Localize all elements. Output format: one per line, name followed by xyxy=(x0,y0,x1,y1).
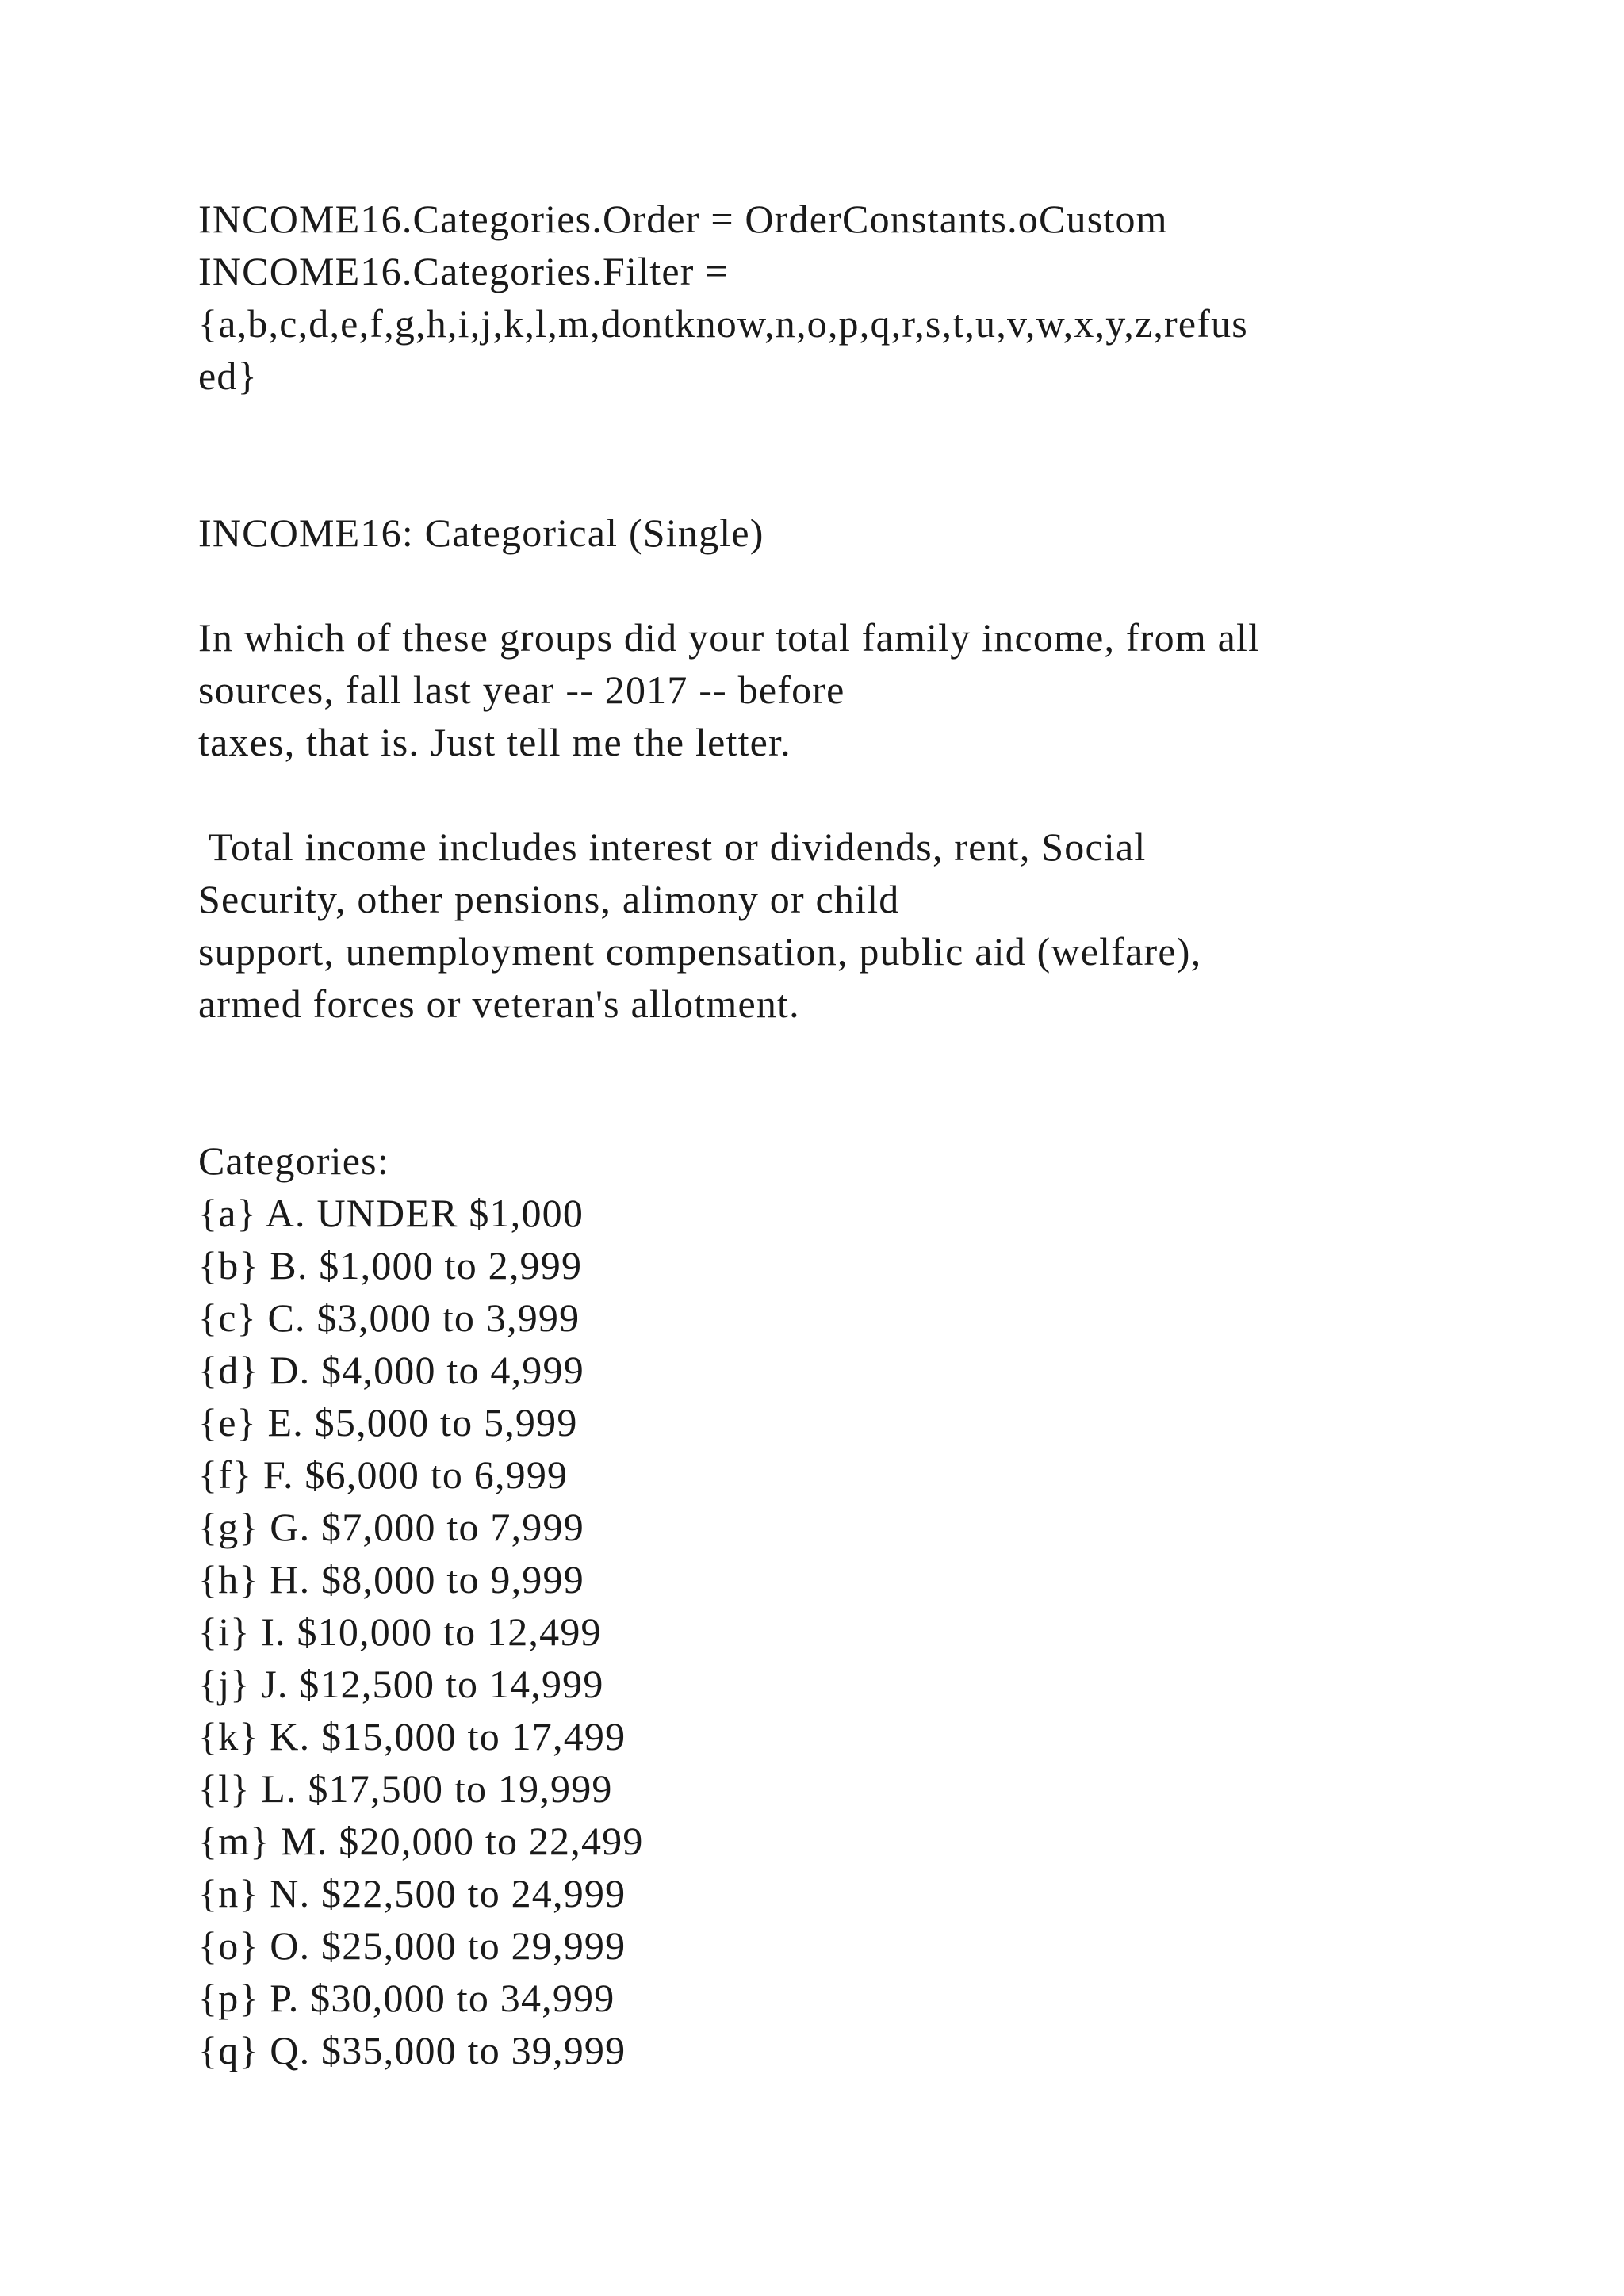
question-note-line: Total income includes interest or dividends, rent, Social xyxy=(198,825,1147,869)
question-prompt-line: taxes, that is. Just tell me the letter. xyxy=(198,720,791,764)
category-item: {m} M. $20,000 to 22,499 xyxy=(198,1819,644,1863)
document-page xyxy=(198,193,1435,2076)
category-item: {o} O. $25,000 to 29,999 xyxy=(198,1923,626,1968)
code-line: ed} xyxy=(198,354,258,398)
category-item: {i} I. $10,000 to 12,499 xyxy=(198,1609,602,1654)
question-prompt-line: sources, fall last year -- 2017 -- before xyxy=(198,668,845,712)
category-item: {g} G. $7,000 to 7,999 xyxy=(198,1505,584,1549)
code-line: INCOME16.Categories.Filter = xyxy=(198,249,729,293)
category-item: {q} Q. $35,000 to 39,999 xyxy=(198,2028,626,2072)
spacer xyxy=(198,402,1435,507)
category-item: {c} C. $3,000 to 3,999 xyxy=(198,1295,580,1340)
question-heading: INCOME16: Categorical (Single) xyxy=(198,511,764,555)
spacer xyxy=(198,1030,1435,1135)
question-note-line: armed forces or veteran's allotment. xyxy=(198,982,800,1026)
category-item: {p} P. $30,000 to 34,999 xyxy=(198,1976,615,2020)
categories-label: Categories: xyxy=(198,1138,389,1183)
code-line: INCOME16.Categories.Order = OrderConstants.oCustom xyxy=(198,197,1168,241)
category-item: {j} J. $12,500 to 14,999 xyxy=(198,1662,604,1706)
question-note-line: Security, other pensions, alimony or child xyxy=(198,877,900,921)
code-line: {a,b,c,d,e,f,g,h,i,j,k,l,m,dontknow,n,o,p,q,r,s,t,u,v,w,x,y,z,refus xyxy=(198,301,1248,346)
category-item: {a} A. UNDER $1,000 xyxy=(198,1191,584,1235)
question-note-line: support, unemployment compensation, public aid (welfare), xyxy=(198,929,1202,974)
category-item: {d} D. $4,000 to 4,999 xyxy=(198,1348,584,1392)
category-item: {n} N. $22,500 to 24,999 xyxy=(198,1871,626,1915)
category-item: {e} E. $5,000 to 5,999 xyxy=(198,1400,578,1445)
spacer xyxy=(198,559,1435,611)
spacer xyxy=(198,768,1435,821)
category-item: {l} L. $17,500 to 19,999 xyxy=(198,1766,613,1811)
category-item: {h} H. $8,000 to 9,999 xyxy=(198,1557,584,1601)
categories-list xyxy=(198,1187,1435,2076)
question-prompt-line: In which of these groups did your total family income, from all xyxy=(198,615,1261,660)
category-item: {k} K. $15,000 to 17,499 xyxy=(198,1714,626,1758)
category-item: {f} F. $6,000 to 6,999 xyxy=(198,1452,569,1497)
category-item: {b} B. $1,000 to 2,999 xyxy=(198,1243,583,1288)
